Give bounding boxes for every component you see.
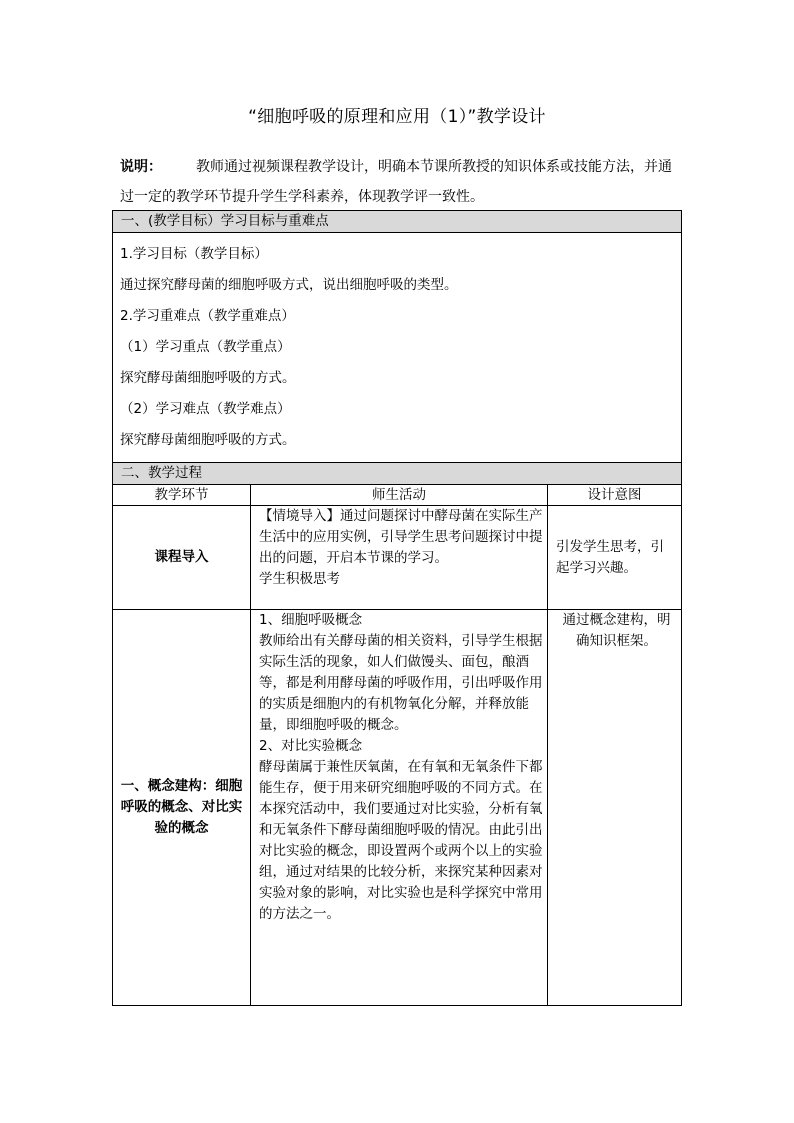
activity-paragraph: 教师给出有关酵母菌的相关资料，引导学生根据实际生活的现象，如人们做馒头、面包，酿酒等，都是利用酵母菌的呼吸作用，引出呼吸作用的实质是细胞内的有机物氧化分解，并释放能量，即细胞呼吸的概念。 [259,633,543,733]
activity-paragraph: 【情境导入】通过问题探讨中酵母菌在实际生产生活中的应用实例，引导学生思考问题探讨中提出的问题，开启本节课的学习。 [259,508,543,566]
objective-line: （2）学习难点（教学难点） [120,401,291,417]
activity-cell [251,506,548,610]
activity-paragraph: 酵母菌属于兼性厌氧菌，在有氧和无氧条件下都能生存，便于用来研究细胞呼吸的不同方式。在本探究活动中，我们要通过对比实验，分析有氧和无氧条件下酵母菌细胞呼吸的情况。由此引出对比实验的概念，即设置两个或两个以上的实验组，通过对结果的比较分析，来探究某种因素对实验对象的影响，对比实验也是科学探究中常用的方法之一。 [259,759,543,922]
intent-cell: 引发学生思考，引起学习兴趣。 [548,506,682,610]
section1-heading-row [113,211,682,233]
document-title: “细胞呼吸的原理和应用（1）”教学设计 [248,107,546,127]
section2-heading: 二、教学过程 [113,463,682,485]
description [120,152,680,212]
objective-line: 探究酵母菌细胞呼吸的方式。 [120,432,296,448]
activity-paragraph: 1、细胞呼吸概念 [259,612,363,628]
column-header-activity: 师生活动 [251,485,548,506]
activity-cell [251,610,548,1006]
objective-line: 2.学习重难点（教学重难点） [120,308,295,324]
column-header-row [113,485,682,506]
column-header-intent: 设计意图 [548,485,682,506]
column-header-stage: 教学环节 [113,485,251,506]
activity-paragraph: 学生积极思考 [259,571,340,587]
objective-line: （1）学习重点（教学重点） [120,339,291,355]
objective-line: 探究酵母菌细胞呼吸的方式。 [120,370,296,386]
table-row [113,610,682,1006]
section1-content-row [113,233,682,463]
description-label: 说明： [120,159,162,175]
stage-cell: 一、概念建构：细胞呼吸的概念、对比实验的概念 [113,610,251,1006]
description-text: 教师通过视频课程教学设计，明确本节课所教授的知识体系或技能方法，并通过一定的教学环节提升学生学科素养，体现教学评一致性。 [120,159,672,205]
lesson-plan-table [112,210,682,1006]
objective-line: 通过探究酵母菌的细胞呼吸方式，说出细胞呼吸的类型。 [120,277,458,293]
activity-paragraph: 2、对比实验概念 [259,738,363,754]
objectives-cell [113,233,682,463]
table-row [113,506,682,610]
section2-heading-row [113,463,682,485]
objective-line: 1.学习目标（教学目标） [120,246,268,262]
section1-heading: 一、(教学目标）学习目标与重难点 [113,211,682,233]
stage-cell: 课程导入 [113,506,251,610]
intent-cell: 通过概念建构，明确知识框架。 [548,610,682,1006]
